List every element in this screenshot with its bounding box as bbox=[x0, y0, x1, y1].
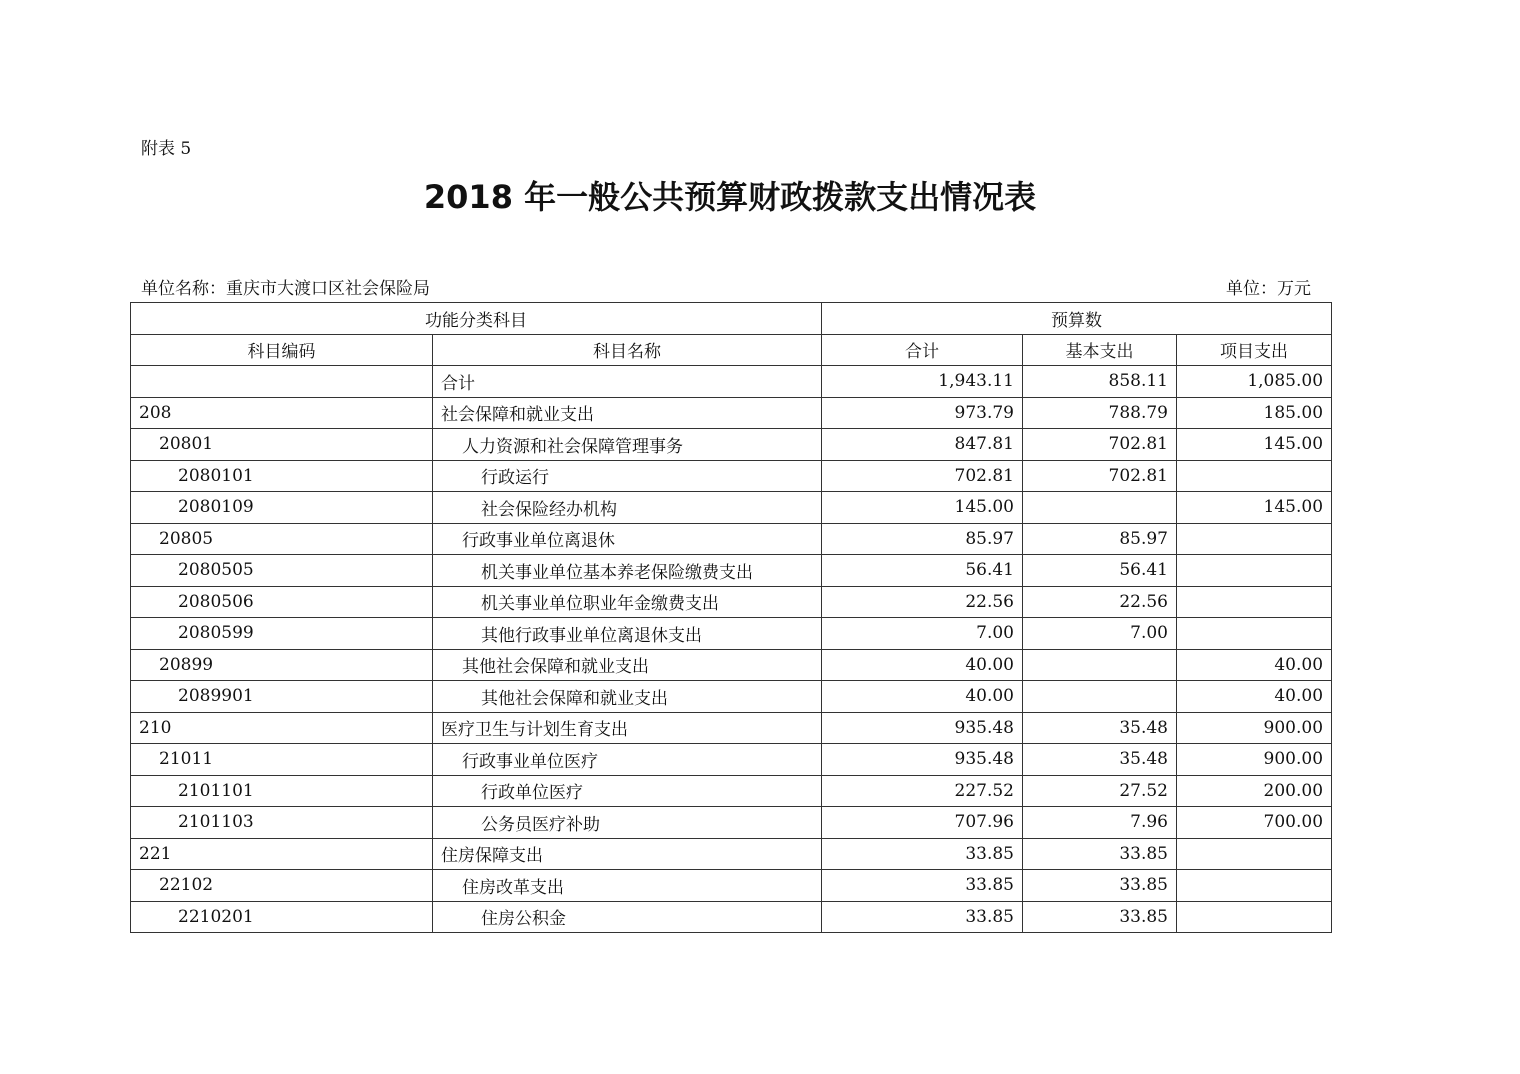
cell-project bbox=[1177, 586, 1332, 618]
cell-code: 2101101 bbox=[131, 775, 433, 807]
table-row bbox=[131, 586, 1332, 618]
cell-code: 20805 bbox=[131, 523, 433, 555]
cell-code: 210 bbox=[131, 712, 433, 744]
budget-table bbox=[130, 302, 1332, 933]
cell-total: 227.52 bbox=[822, 775, 1023, 807]
cell-basic bbox=[1023, 649, 1177, 681]
cell-basic: 702.81 bbox=[1023, 460, 1177, 492]
cell-project: 900.00 bbox=[1177, 712, 1332, 744]
cell-total: 935.48 bbox=[822, 712, 1023, 744]
cell-total: 145.00 bbox=[822, 492, 1023, 524]
table-row bbox=[131, 429, 1332, 461]
cell-name: 社会保障和就业支出 bbox=[433, 397, 822, 429]
cell-basic: 7.00 bbox=[1023, 618, 1177, 650]
cell-code: 221 bbox=[131, 838, 433, 870]
cell-total: 33.85 bbox=[822, 870, 1023, 902]
table-row bbox=[131, 870, 1332, 902]
table-body bbox=[131, 366, 1332, 933]
table-row bbox=[131, 523, 1332, 555]
header-budget-amount: 预算数 bbox=[822, 303, 1332, 335]
header-name: 科目名称 bbox=[433, 334, 822, 366]
cell-total: 56.41 bbox=[822, 555, 1023, 587]
cell-basic: 702.81 bbox=[1023, 429, 1177, 461]
cell-code: 2089901 bbox=[131, 681, 433, 713]
cell-total: 22.56 bbox=[822, 586, 1023, 618]
table-row bbox=[131, 744, 1332, 776]
cell-total: 702.81 bbox=[822, 460, 1023, 492]
table-row bbox=[131, 492, 1332, 524]
cell-name: 住房保障支出 bbox=[433, 838, 822, 870]
cell-total: 7.00 bbox=[822, 618, 1023, 650]
header-column-row bbox=[131, 334, 1332, 366]
cell-code: 2080101 bbox=[131, 460, 433, 492]
cell-name: 公务员医疗补助 bbox=[433, 807, 822, 839]
cell-total: 85.97 bbox=[822, 523, 1023, 555]
cell-code: 2210201 bbox=[131, 901, 433, 933]
cell-project bbox=[1177, 460, 1332, 492]
cell-basic: 788.79 bbox=[1023, 397, 1177, 429]
cell-basic: 27.52 bbox=[1023, 775, 1177, 807]
cell-code: 208 bbox=[131, 397, 433, 429]
table-row bbox=[131, 775, 1332, 807]
cell-project: 145.00 bbox=[1177, 429, 1332, 461]
cell-total: 40.00 bbox=[822, 681, 1023, 713]
cell-project: 185.00 bbox=[1177, 397, 1332, 429]
cell-project: 900.00 bbox=[1177, 744, 1332, 776]
cell-basic: 85.97 bbox=[1023, 523, 1177, 555]
cell-project: 200.00 bbox=[1177, 775, 1332, 807]
cell-basic bbox=[1023, 681, 1177, 713]
cell-name: 其他社会保障和就业支出 bbox=[433, 649, 822, 681]
cell-code: 20899 bbox=[131, 649, 433, 681]
attachment-label: 附表 5 bbox=[141, 139, 192, 159]
cell-name: 人力资源和社会保障管理事务 bbox=[433, 429, 822, 461]
cell-name: 其他行政事业单位离退休支出 bbox=[433, 618, 822, 650]
cell-total: 1,943.11 bbox=[822, 366, 1023, 398]
cell-name: 其他社会保障和就业支出 bbox=[433, 681, 822, 713]
cell-total: 40.00 bbox=[822, 649, 1023, 681]
cell-name: 住房改革支出 bbox=[433, 870, 822, 902]
cell-code: 2080599 bbox=[131, 618, 433, 650]
header-basic: 基本支出 bbox=[1023, 334, 1177, 366]
table-row bbox=[131, 618, 1332, 650]
unit-label: 单位：万元 bbox=[1226, 279, 1311, 299]
header-project: 项目支出 bbox=[1177, 334, 1332, 366]
table-row bbox=[131, 712, 1332, 744]
cell-name: 社会保险经办机构 bbox=[433, 492, 822, 524]
cell-total: 935.48 bbox=[822, 744, 1023, 776]
header-code: 科目编码 bbox=[131, 334, 433, 366]
cell-basic: 35.48 bbox=[1023, 712, 1177, 744]
cell-project bbox=[1177, 618, 1332, 650]
table-row bbox=[131, 397, 1332, 429]
cell-code: 2080505 bbox=[131, 555, 433, 587]
table-row bbox=[131, 460, 1332, 492]
cell-name: 行政事业单位离退休 bbox=[433, 523, 822, 555]
table-row bbox=[131, 649, 1332, 681]
cell-basic: 858.11 bbox=[1023, 366, 1177, 398]
cell-project bbox=[1177, 523, 1332, 555]
cell-code: 2080109 bbox=[131, 492, 433, 524]
cell-basic: 33.85 bbox=[1023, 870, 1177, 902]
cell-basic: 56.41 bbox=[1023, 555, 1177, 587]
table-row bbox=[131, 901, 1332, 933]
cell-name: 机关事业单位职业年金缴费支出 bbox=[433, 586, 822, 618]
header-function-classification: 功能分类科目 bbox=[131, 303, 822, 335]
cell-project bbox=[1177, 901, 1332, 933]
document-title: 2018 年一般公共预算财政拨款支出情况表 bbox=[423, 178, 1037, 216]
cell-basic: 33.85 bbox=[1023, 901, 1177, 933]
cell-project: 145.00 bbox=[1177, 492, 1332, 524]
cell-code: 2101103 bbox=[131, 807, 433, 839]
cell-basic bbox=[1023, 492, 1177, 524]
cell-name: 机关事业单位基本养老保险缴费支出 bbox=[433, 555, 822, 587]
cell-code bbox=[131, 366, 433, 398]
cell-project: 40.00 bbox=[1177, 649, 1332, 681]
cell-project: 40.00 bbox=[1177, 681, 1332, 713]
header-total: 合计 bbox=[822, 334, 1023, 366]
cell-project bbox=[1177, 870, 1332, 902]
cell-total: 33.85 bbox=[822, 838, 1023, 870]
cell-project bbox=[1177, 555, 1332, 587]
cell-code: 22102 bbox=[131, 870, 433, 902]
cell-project: 1,085.00 bbox=[1177, 366, 1332, 398]
header-group-row bbox=[131, 303, 1332, 335]
cell-name: 合计 bbox=[433, 366, 822, 398]
cell-code: 2080506 bbox=[131, 586, 433, 618]
cell-basic: 33.85 bbox=[1023, 838, 1177, 870]
table-row bbox=[131, 807, 1332, 839]
cell-total: 847.81 bbox=[822, 429, 1023, 461]
table-row bbox=[131, 555, 1332, 587]
cell-basic: 35.48 bbox=[1023, 744, 1177, 776]
cell-name: 住房公积金 bbox=[433, 901, 822, 933]
cell-name: 行政事业单位医疗 bbox=[433, 744, 822, 776]
cell-name: 行政运行 bbox=[433, 460, 822, 492]
cell-code: 20801 bbox=[131, 429, 433, 461]
cell-basic: 7.96 bbox=[1023, 807, 1177, 839]
cell-total: 707.96 bbox=[822, 807, 1023, 839]
cell-total: 33.85 bbox=[822, 901, 1023, 933]
table-row bbox=[131, 838, 1332, 870]
unit-name: 单位名称：重庆市大渡口区社会保险局 bbox=[141, 279, 430, 299]
cell-project bbox=[1177, 838, 1332, 870]
cell-name: 医疗卫生与计划生育支出 bbox=[433, 712, 822, 744]
cell-name: 行政单位医疗 bbox=[433, 775, 822, 807]
cell-total: 973.79 bbox=[822, 397, 1023, 429]
table-row bbox=[131, 681, 1332, 713]
cell-code: 21011 bbox=[131, 744, 433, 776]
cell-project: 700.00 bbox=[1177, 807, 1332, 839]
cell-basic: 22.56 bbox=[1023, 586, 1177, 618]
table-row bbox=[131, 366, 1332, 398]
